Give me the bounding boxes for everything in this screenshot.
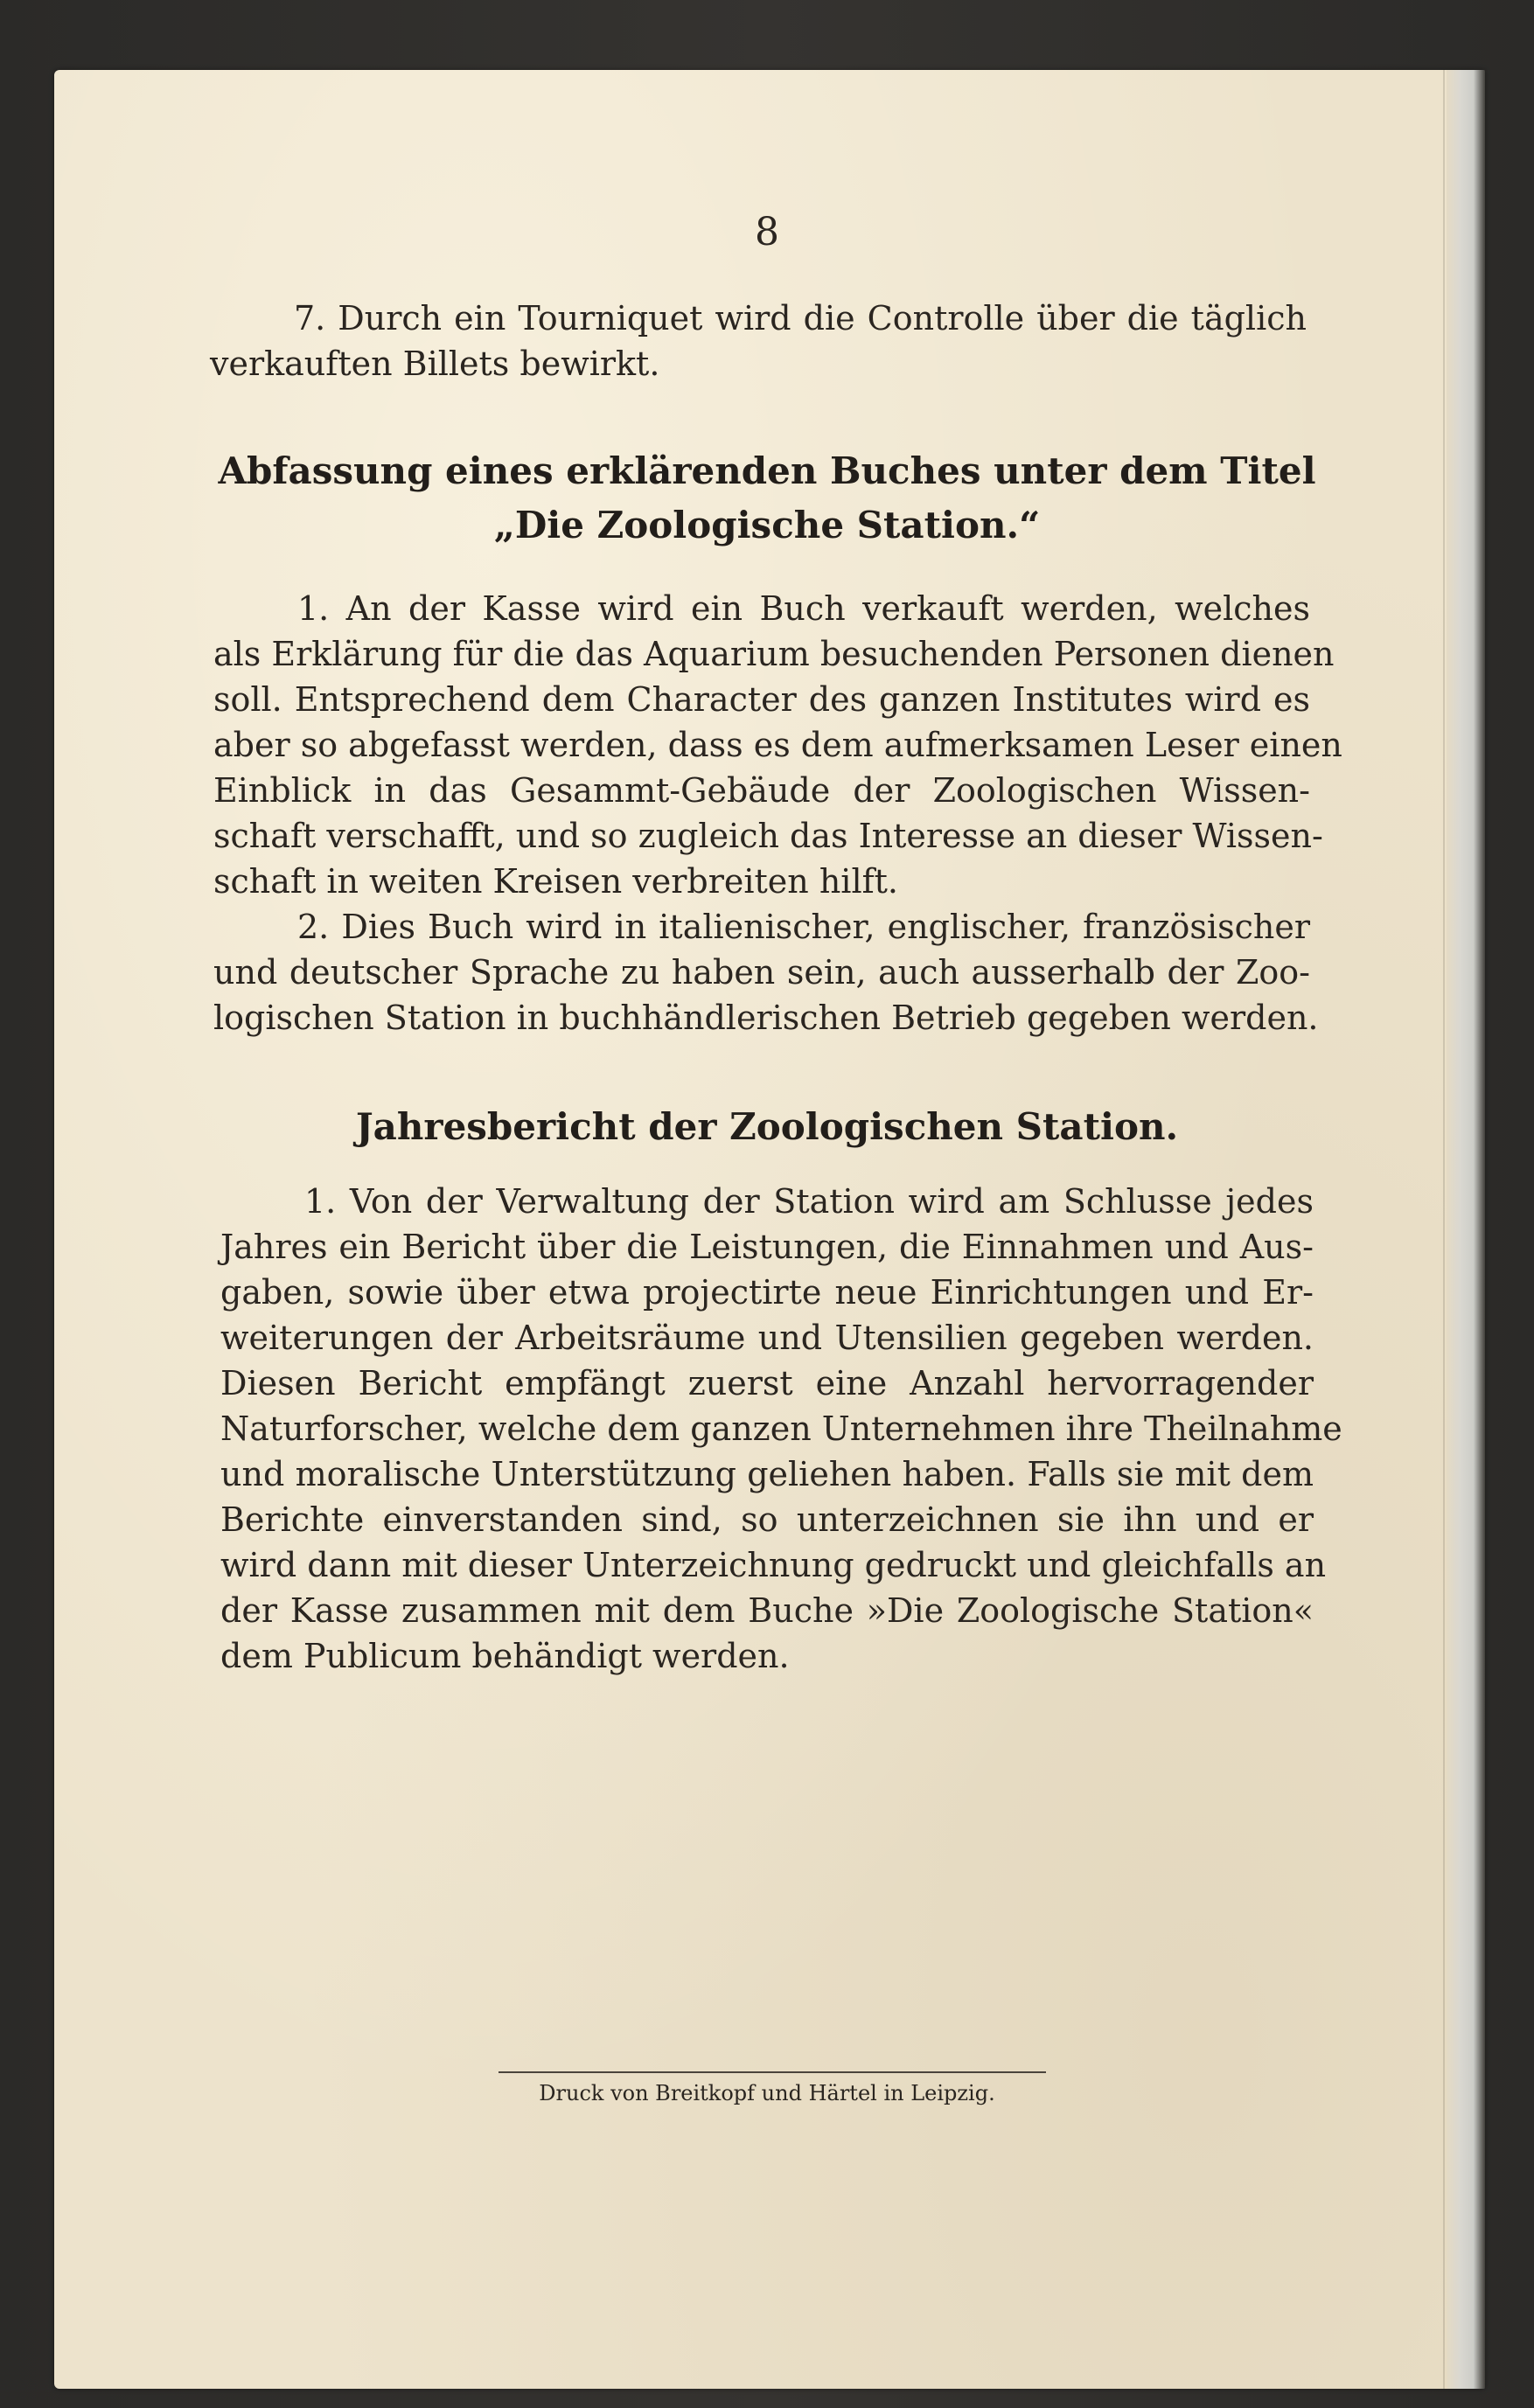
text-line: 1. Von der Verwaltung der Station wird am Schlusse jedes — [304, 1182, 1314, 1221]
section-heading-buch — [0, 444, 1534, 553]
text-line: Naturforscher, welche dem ganzen Unternehmen ihre Theilnahme — [220, 1409, 1342, 1448]
text-line: schaft verschafft, und so zugleich das Interesse an dieser Wissen- — [213, 817, 1323, 855]
page-edge-shadow — [1443, 70, 1445, 2389]
text-line: verkauften Billets bewirkt. — [210, 344, 660, 383]
text-line: Diesen Bericht empfängt zuerst eine Anzahl hervorragender — [220, 1364, 1314, 1402]
text-line: Jahres ein Bericht über die Leistungen, die Einnahmen und Aus- — [220, 1228, 1314, 1266]
text-line: 2. Dies Buch wird in italienischer, englischer, französischer — [297, 908, 1310, 946]
page-edge — [1447, 70, 1485, 2389]
text-line: weiterungen der Arbeitsräume und Utensilien gegeben werden. — [220, 1319, 1314, 1357]
text-line: 1. An der Kasse wird ein Buch verkauft werden, welches — [297, 589, 1310, 628]
text-line: der Kasse zusammen mit dem Buche »Die Zoologische Station« — [220, 1591, 1314, 1630]
text-line: und deutscher Sprache zu haben sein, auch ausserhalb der Zoo- — [213, 953, 1310, 992]
intro-paragraph — [210, 296, 1307, 386]
text-line: aber so abgefasst werden, dass es dem aufmerksamen Leser einen — [213, 726, 1342, 764]
jahresbericht-paragraph — [220, 1179, 1342, 1679]
text-line: gaben, sowie über etwa projectirte neue Einrichtungen und Er- — [220, 1273, 1314, 1312]
text-line: soll. Entsprechend dem Character des ganzen Institutes wird es — [213, 680, 1310, 719]
text-line: Einblick in das Gesammt-Gebäude der Zoologischen Wissen- — [213, 771, 1310, 810]
page-number: 8 — [755, 210, 779, 254]
text-line: dem Publicum behändigt werden. — [220, 1637, 790, 1675]
heading-line: „Die Zoologische Station.“ — [493, 504, 1041, 546]
printer-imprint: Druck von Breitkopf und Härtel in Leipzig. — [539, 2081, 995, 2105]
text-line: logischen Station in buchhändlerischen Betrieb gegeben werden. — [213, 999, 1319, 1037]
section-heading-jahresbericht: Jahresbericht der Zoologischen Station. — [355, 1105, 1179, 1148]
heading-line: Abfassung eines erklärenden Buches unter dem Titel — [218, 449, 1316, 492]
buch-paragraph-2 — [213, 904, 1319, 1040]
text-line: Berichte einverstanden sind, so unterzeichnen sie ihn und er — [220, 1500, 1314, 1539]
text-line: 7. Durch ein Tourniquet wird die Controlle über die täglich — [294, 299, 1307, 338]
text-line: als Erklärung für die das Aquarium besuchenden Personen dienen — [213, 635, 1335, 673]
text-line: schaft in weiten Kreisen verbreiten hilft. — [213, 862, 899, 901]
text-line: wird dann mit dieser Unterzeichnung gedruckt und gleichfalls an — [220, 1546, 1327, 1584]
buch-paragraph-1 — [213, 586, 1342, 904]
footer-rule — [499, 2071, 1046, 2073]
text-line: und moralische Unterstützung geliehen haben. Falls sie mit dem — [220, 1455, 1314, 1493]
